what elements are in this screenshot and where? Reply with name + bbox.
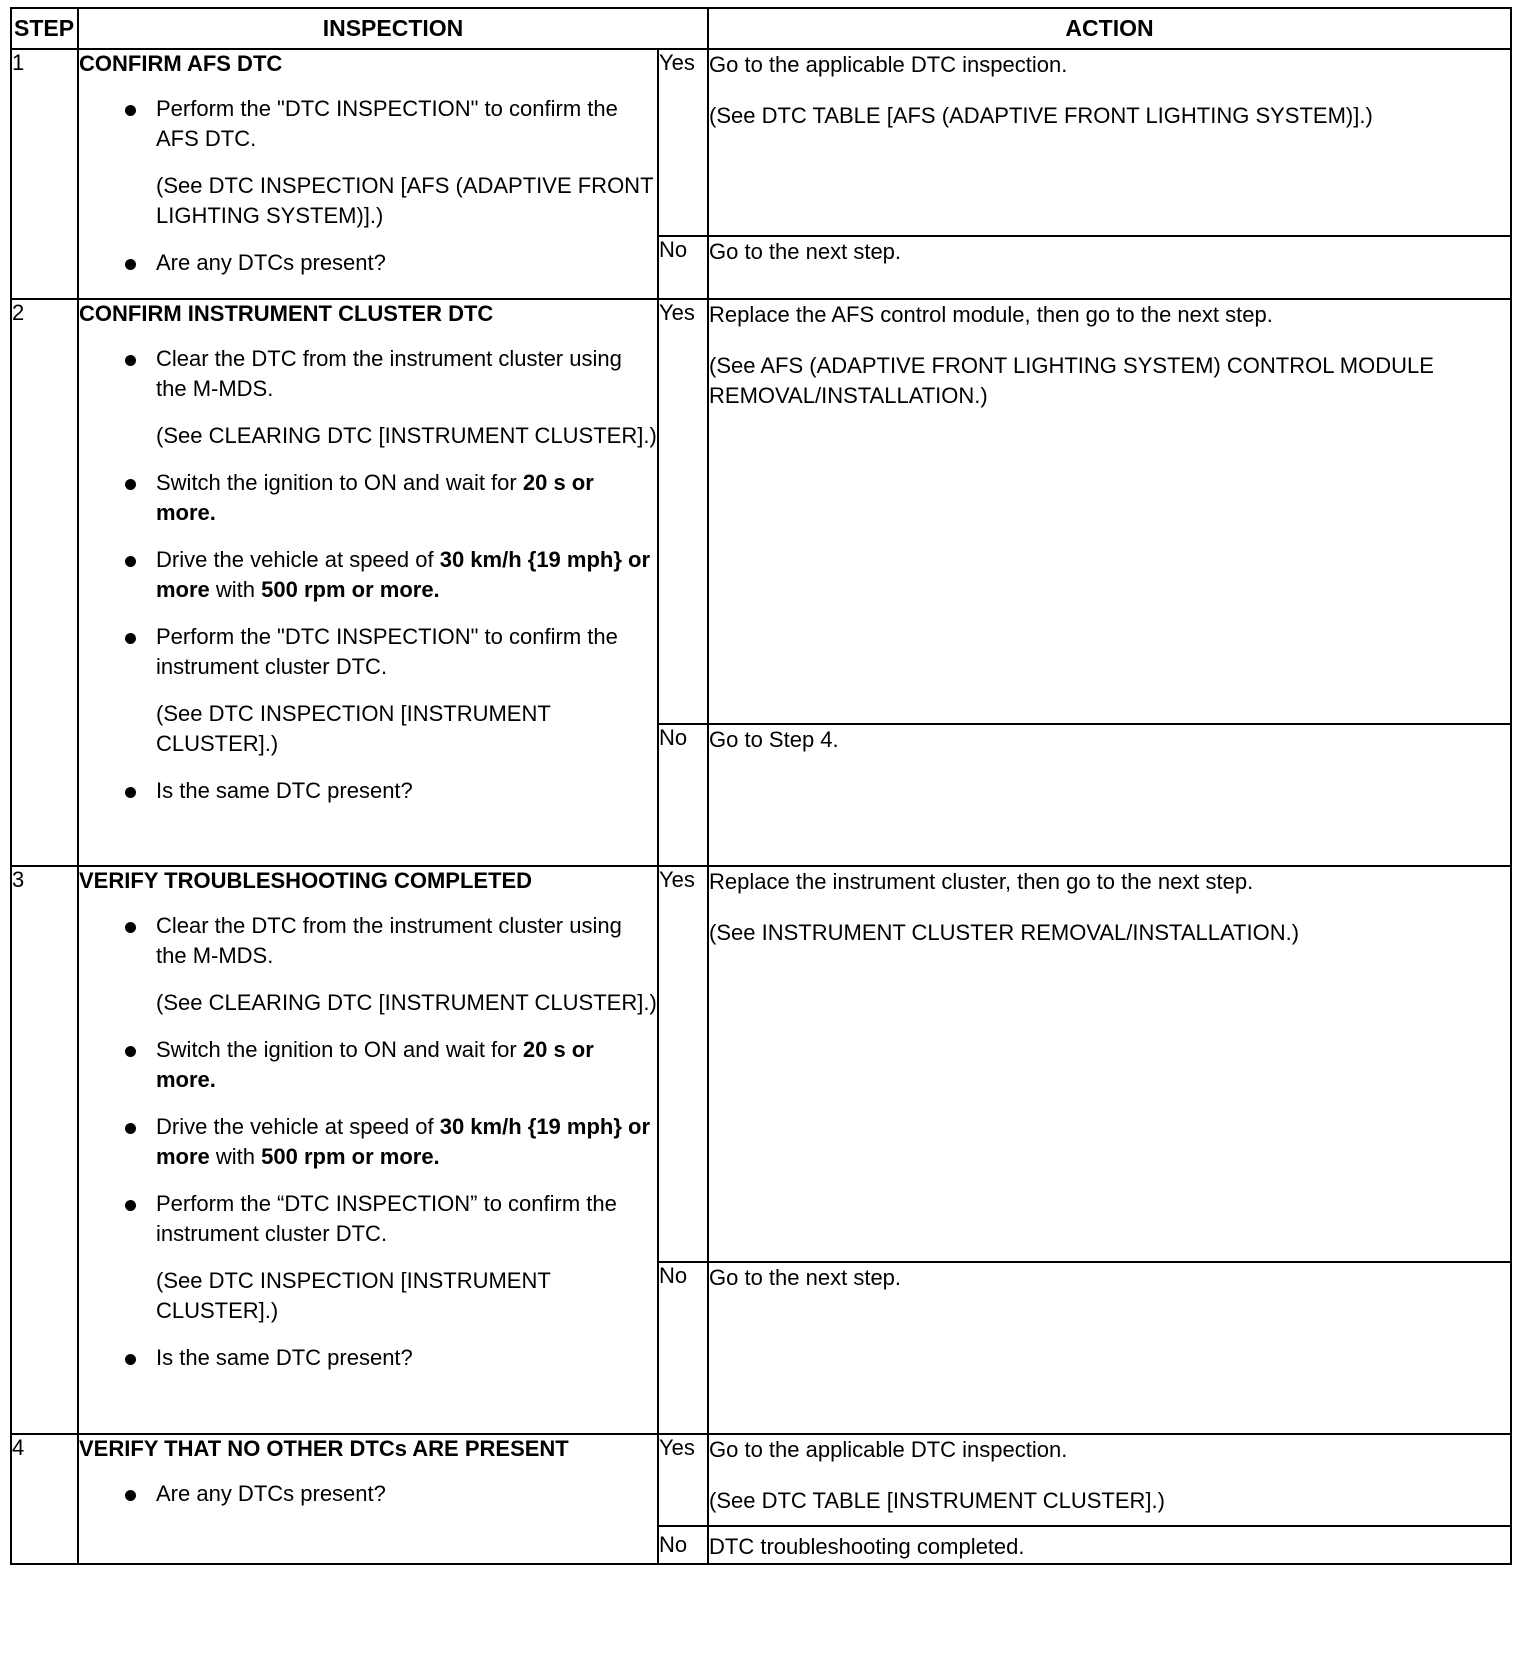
inspection-item: Clear the DTC from the instrument cluster using the M-MDS. bbox=[79, 344, 657, 404]
step-3-yes-action bbox=[708, 866, 1511, 1262]
inspection-item: Perform the "DTC INSPECTION" to confirm the AFS DTC. bbox=[79, 94, 657, 154]
spec-value: 500 rpm or more. bbox=[261, 1144, 440, 1169]
reference-text: (See DTC TABLE [AFS (ADAPTIVE FRONT LIGHTING SYSTEM)].) bbox=[709, 103, 1373, 128]
inspection-item: Perform the "DTC INSPECTION" to confirm the instrument cluster DTC. bbox=[79, 622, 657, 682]
step-1-yes-row bbox=[11, 49, 1511, 236]
header-inspection: INSPECTION bbox=[78, 8, 708, 49]
inspection-question: Are any DTCs present? bbox=[79, 1479, 657, 1509]
step-title: VERIFY TROUBLESHOOTING COMPLETED bbox=[79, 868, 533, 893]
reference-text: (See CLEARING DTC [INSTRUMENT CLUSTER].) bbox=[156, 990, 657, 1015]
step-4-yes-action bbox=[708, 1434, 1511, 1526]
action-text: Go to the applicable DTC inspection. bbox=[709, 1437, 1068, 1462]
step-2-inspection bbox=[78, 299, 658, 866]
item-text: Drive the vehicle at speed of bbox=[156, 1114, 440, 1139]
no-label: No bbox=[658, 1526, 708, 1564]
item-text: with bbox=[209, 1144, 262, 1169]
item-text: Drive the vehicle at speed of bbox=[156, 547, 440, 572]
no-label: No bbox=[658, 236, 708, 299]
spec-value: 30 km/h {19 mph} or more bbox=[156, 547, 651, 602]
inspection-item bbox=[79, 545, 657, 605]
no-label: No bbox=[658, 724, 708, 866]
step-4-inspection bbox=[78, 1434, 658, 1564]
step-number: 3 bbox=[11, 866, 78, 1434]
action-text: Go to Step 4. bbox=[709, 727, 839, 752]
step-2-no-action bbox=[708, 724, 1511, 866]
spec-value: 20 s or more. bbox=[156, 1037, 594, 1092]
action-text: Go to the next step. bbox=[709, 1265, 902, 1290]
step-3-yes-row bbox=[11, 866, 1511, 1262]
step-4-yes-row bbox=[11, 1434, 1511, 1526]
step-title: CONFIRM AFS DTC bbox=[79, 51, 283, 76]
action-text: Replace the instrument cluster, then go to the next step. bbox=[709, 869, 1254, 894]
yes-label: Yes bbox=[658, 299, 708, 724]
step-1-inspection bbox=[78, 49, 658, 299]
header-action: ACTION bbox=[708, 8, 1511, 49]
reference-text: (See DTC INSPECTION [AFS (ADAPTIVE FRONT LIGHTING SYSTEM)].) bbox=[156, 173, 654, 228]
yes-label: Yes bbox=[658, 1434, 708, 1526]
reference-text: (See DTC INSPECTION [INSTRUMENT CLUSTER].) bbox=[156, 1268, 551, 1323]
inspection-item: Perform the “DTC INSPECTION” to confirm the instrument cluster DTC. bbox=[79, 1189, 657, 1249]
yes-label: Yes bbox=[658, 49, 708, 236]
action-text: Go to the applicable DTC inspection. bbox=[709, 52, 1068, 77]
inspection-question: Is the same DTC present? bbox=[79, 776, 657, 806]
action-text: Replace the AFS control module, then go to the next step. bbox=[709, 302, 1273, 327]
action-text: DTC troubleshooting completed. bbox=[709, 1534, 1025, 1559]
step-title: CONFIRM INSTRUMENT CLUSTER DTC bbox=[79, 301, 494, 326]
reference-text: (See DTC INSPECTION [INSTRUMENT CLUSTER].) bbox=[156, 701, 551, 756]
spec-value: 20 s or more. bbox=[156, 470, 594, 525]
step-4-no-action bbox=[708, 1526, 1511, 1564]
item-text: Switch the ignition to ON and wait for bbox=[156, 1037, 523, 1062]
step-2-yes-action bbox=[708, 299, 1511, 724]
dtc-troubleshooting-table bbox=[10, 7, 1512, 1565]
inspection-question: Is the same DTC present? bbox=[79, 1343, 657, 1373]
header-row bbox=[11, 8, 1511, 49]
reference-text: (See INSTRUMENT CLUSTER REMOVAL/INSTALLATION.) bbox=[709, 920, 1300, 945]
step-2-yes-row bbox=[11, 299, 1511, 724]
inspection-item bbox=[79, 1035, 657, 1095]
step-3-inspection bbox=[78, 866, 658, 1434]
inspection-question: Are any DTCs present? bbox=[79, 248, 657, 278]
item-text: with bbox=[209, 577, 262, 602]
reference-text: (See CLEARING DTC [INSTRUMENT CLUSTER].) bbox=[156, 423, 657, 448]
spec-value: 30 km/h {19 mph} or more bbox=[156, 1114, 651, 1169]
action-text: Go to the next step. bbox=[709, 239, 902, 264]
reference-text: (See AFS (ADAPTIVE FRONT LIGHTING SYSTEM) CONTROL MODULE REMOVAL/INSTALLATION.) bbox=[709, 353, 1434, 408]
inspection-item bbox=[79, 468, 657, 528]
spec-value: 500 rpm or more. bbox=[261, 577, 440, 602]
inspection-item bbox=[79, 1112, 657, 1172]
reference-text: (See DTC TABLE [INSTRUMENT CLUSTER].) bbox=[709, 1488, 1165, 1513]
step-3-no-action bbox=[708, 1262, 1511, 1434]
yes-label: Yes bbox=[658, 866, 708, 1262]
no-label: No bbox=[658, 1262, 708, 1434]
step-title: VERIFY THAT NO OTHER DTCs ARE PRESENT bbox=[79, 1436, 569, 1461]
step-1-yes-action bbox=[708, 49, 1511, 236]
inspection-item: Clear the DTC from the instrument cluster using the M-MDS. bbox=[79, 911, 657, 971]
item-text: Switch the ignition to ON and wait for bbox=[156, 470, 523, 495]
step-number: 4 bbox=[11, 1434, 78, 1564]
step-number: 2 bbox=[11, 299, 78, 866]
step-1-no-action bbox=[708, 236, 1511, 299]
header-step: STEP bbox=[11, 8, 78, 49]
step-number: 1 bbox=[11, 49, 78, 299]
